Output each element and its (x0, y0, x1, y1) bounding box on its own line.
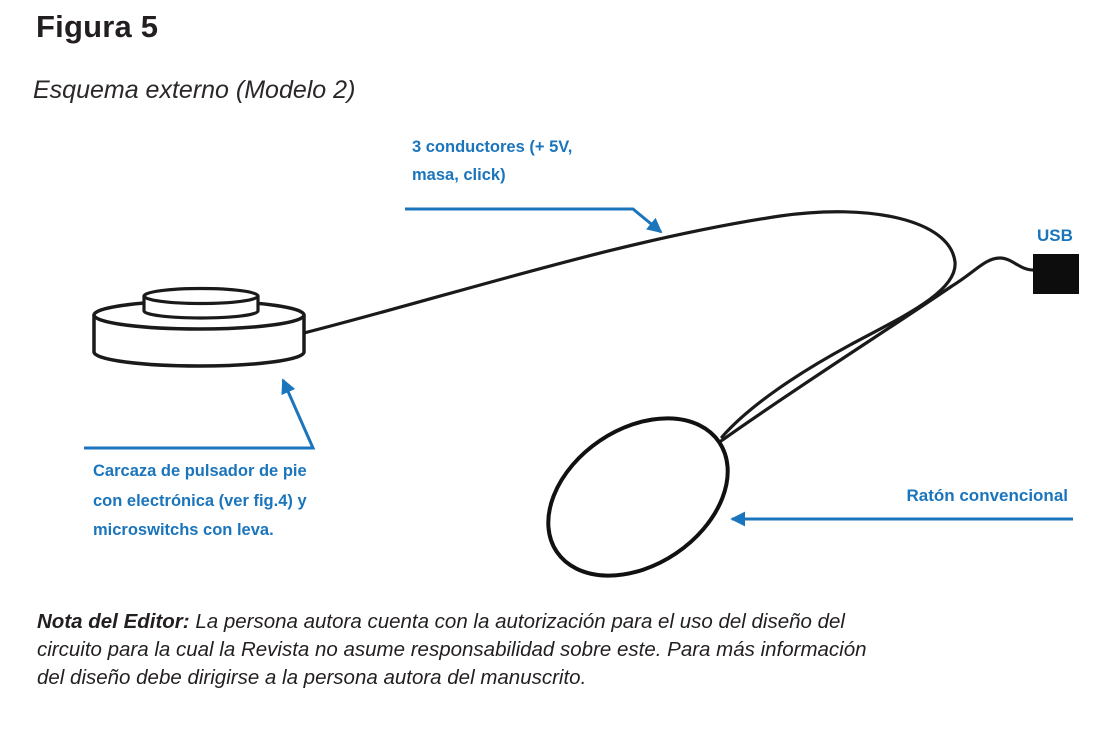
figure-title: Figura 5 (36, 9, 159, 44)
pedal-button-top (144, 289, 258, 304)
label-conductors-line1: 3 conductores (+ 5V, (412, 138, 573, 156)
cable-pedal-loop (304, 212, 955, 437)
note-line-2: circuito para la cual la Revista no asume responsabilidad sobre este. Para más información (37, 638, 867, 661)
label-pedal-line3: microswitchs con leva. (93, 521, 274, 539)
note-line-3: del diseño debe dirigirse a la persona autora del manuscrito. (37, 666, 587, 689)
label-mouse: Ratón convencional (906, 486, 1068, 505)
label-pedal-line2: con electrónica (ver fig.4) y (93, 491, 307, 510)
leader-pedal-arrow (84, 380, 313, 448)
editor-note (37, 608, 1027, 692)
cable-mouse-usb (721, 258, 1033, 441)
figure-subtitle: Esquema externo (Modelo 2) (33, 76, 356, 104)
label-usb: USB (1037, 226, 1073, 245)
note-line-1 (37, 608, 1027, 636)
label-conductors (412, 133, 572, 189)
label-pedal-line1: Carcaza de pulsador de pie (93, 462, 307, 480)
label-pedal-housing (93, 457, 307, 546)
label-conductors-line2: masa, click) (412, 166, 506, 184)
mouse-ellipse (519, 386, 758, 608)
usb-connector (1033, 254, 1079, 294)
note-prefix: Nota del Editor: (37, 610, 190, 633)
leader-conductors-arrow (405, 209, 661, 232)
note-line-1-text: La persona autora cuenta con la autorización para el uso del diseño del (195, 610, 845, 633)
